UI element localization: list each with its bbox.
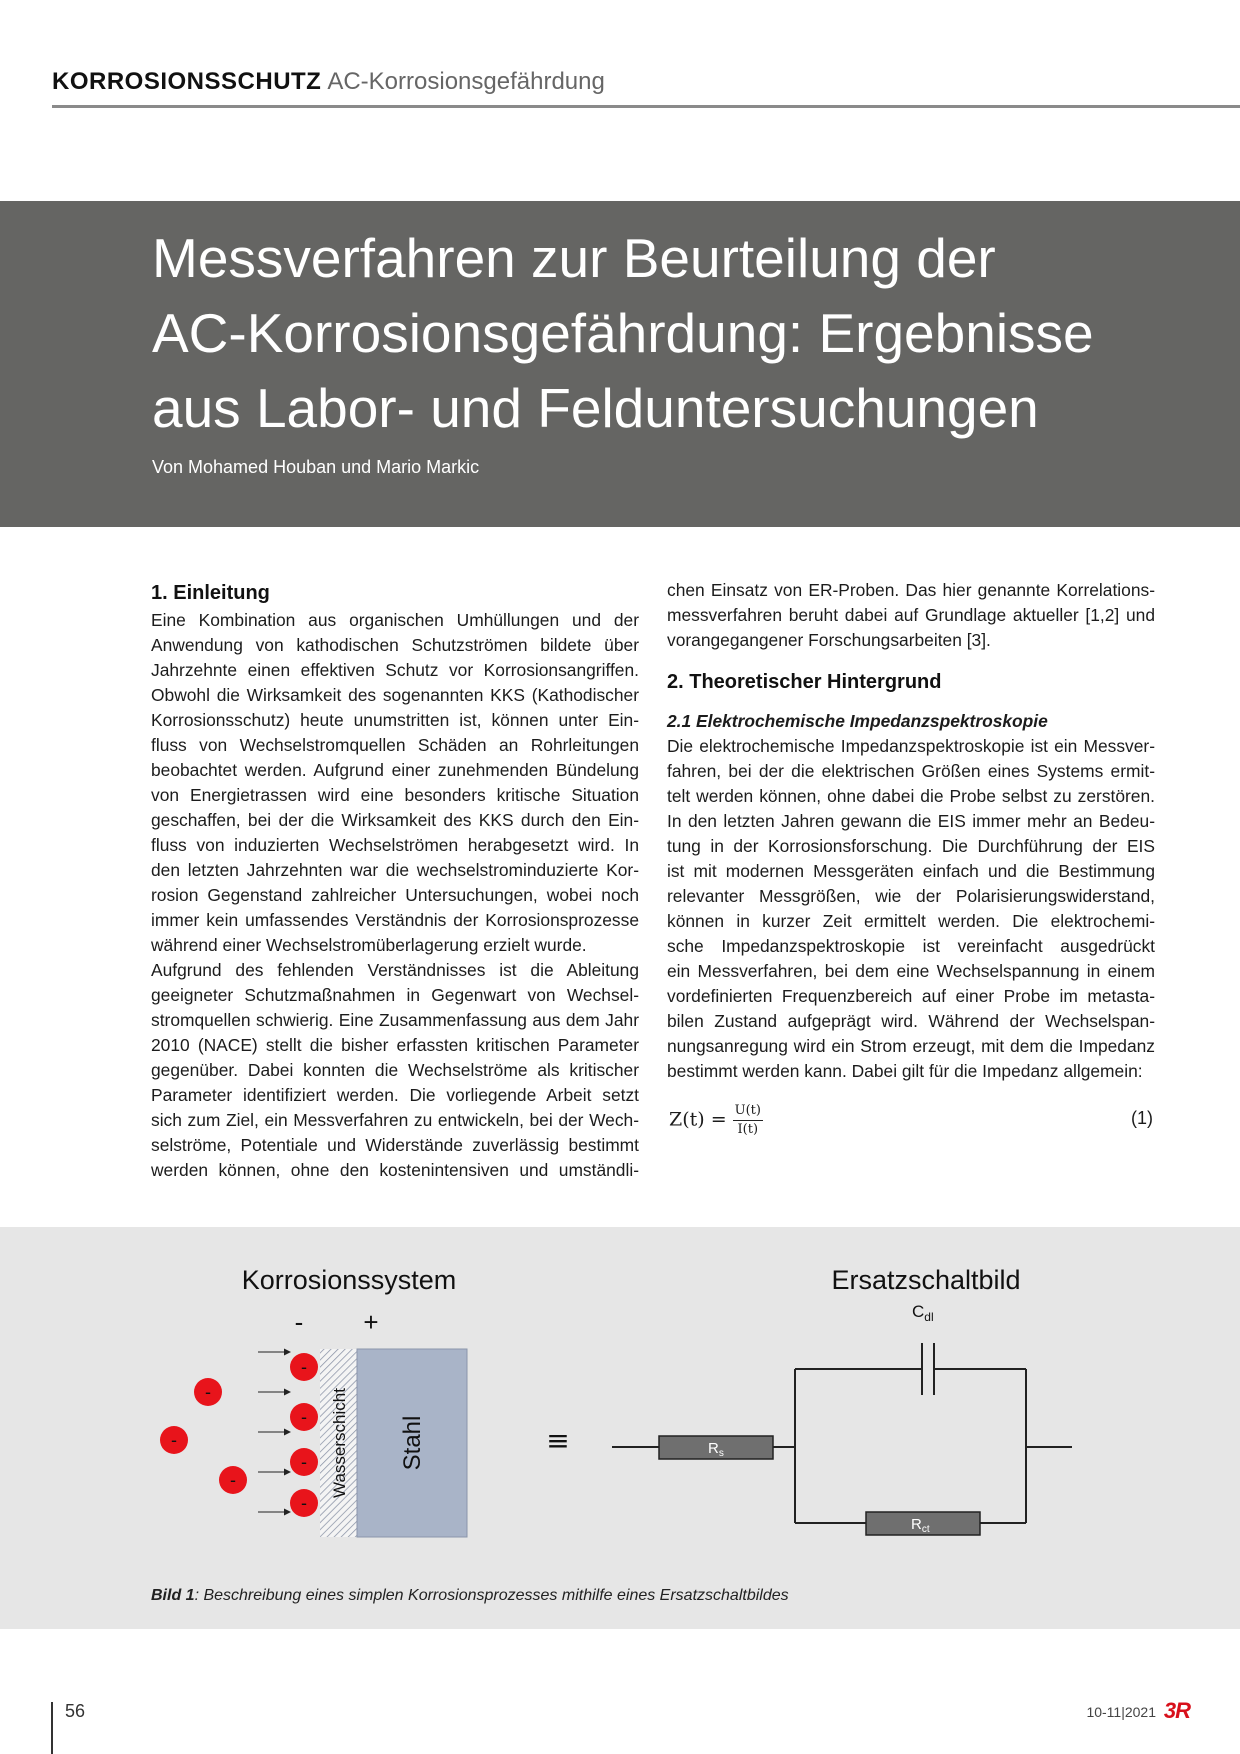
page-number: 56 xyxy=(65,1701,86,1721)
left-column xyxy=(151,578,639,1183)
text-line: sche Impedanzspektroskopie ist vereinfacht ausgedrückt xyxy=(667,936,1155,956)
ion-circle xyxy=(290,1448,318,1476)
text-line: immer kein umfassendes Verständnis der Korrosionsprozesse xyxy=(151,910,639,930)
svg-text:-: - xyxy=(230,1470,236,1490)
ion-circle xyxy=(160,1426,188,1454)
text-line: tung in der Korrosionsforschung. Die Durchführung der EIS xyxy=(667,836,1155,856)
equation-number: (1) xyxy=(1131,1108,1153,1128)
caption-label: Bild 1 xyxy=(151,1587,195,1604)
text-line: den letzten Jahrzehnten war die wechselstrominduzierte Kor- xyxy=(151,860,639,880)
svg-text:-: - xyxy=(301,1357,307,1377)
resistor-rs-label: $R_s$ xyxy=(708,1440,724,1459)
text-line: sich zum Ziel, ein Messverfahren zu entwickeln, bei der Wech- xyxy=(151,1110,639,1130)
equation xyxy=(667,1098,1155,1154)
text-line: chen Einsatz von ER-Proben. Das hier genannte Korrelations- xyxy=(667,580,1155,600)
authors: Von Mohamed Houban und Mario Markic xyxy=(152,457,480,477)
figure-diagram xyxy=(0,1227,1240,1629)
svg-text:-: - xyxy=(301,1407,307,1427)
text-line: telt werden können, ohne dabei die Probe selbst zu zerstören. xyxy=(667,786,1155,806)
text-line: vorangegangener Forschungsarbeiten [3]. xyxy=(667,630,991,650)
section-label: KORROSIONSSCHUTZ xyxy=(52,68,322,95)
svg-text:-: - xyxy=(205,1382,211,1402)
text-line: fahren, bei der die elektrischen Größen eines Systems ermit- xyxy=(667,761,1155,781)
ion-circle xyxy=(219,1466,247,1494)
svg-text:-: - xyxy=(301,1452,307,1472)
section-heading: 2. Theoretischer Hintergrund xyxy=(667,671,942,693)
ion-circle xyxy=(194,1378,222,1406)
subsection-heading: 2.1 Elektrochemische Impedanzspektroskopie xyxy=(667,711,1048,731)
text-line: Anwendung von kathodischen Schutzströmen bildete über xyxy=(151,635,639,655)
ion-circle xyxy=(290,1403,318,1431)
resistor-rct-label: $R_{ct}$ xyxy=(911,1516,930,1535)
text-line: während einer Wechselstromüberlagerung erzielt wurde. xyxy=(151,935,587,955)
figure-caption xyxy=(151,1587,789,1605)
paragraph xyxy=(667,734,1155,1084)
text-line: stromquellen schwierig. Eine Zusammenfassung aus dem Jahr xyxy=(151,1010,639,1030)
minus-label: - xyxy=(294,1307,304,1337)
text-line: Eine Kombination aus organischen Umhüllungen und der xyxy=(151,610,639,630)
header-rule xyxy=(52,105,1240,108)
text-line: bilen Zustand aufgeprägt wird. Während der Wechselspan- xyxy=(667,1011,1155,1031)
equation-denominator: I(t) xyxy=(737,1122,759,1137)
text-line: werden können, ohne den kostenintensiven und umständli- xyxy=(151,1160,639,1180)
article-title xyxy=(152,221,1152,446)
text-line: Korrosionsschutz) heute unumstritten ist, können unter Ein- xyxy=(151,710,639,730)
text-line: relevanter Messgrößen, wie der Polarisierungswiderstand, xyxy=(667,886,1155,906)
equation-lhs: Z(t) = xyxy=(669,1108,727,1131)
text-line: messverfahren beruht dabei auf Grundlage aktueller [1,2] und xyxy=(667,605,1155,625)
text-line: Jahrzehnte einen effektiven Schutz vor Korrosionsangriffen. xyxy=(151,660,639,680)
text-line: vordefinierten Frequenzbereich auf einer Probe im metasta- xyxy=(667,986,1155,1006)
text-line: ist mit modernen Messgeräten einfach und die Bestimmung xyxy=(667,861,1155,881)
title-line: AC-Korrosionsgefährdung: Ergebnisse xyxy=(152,302,1094,364)
issue-label: 10-11|2021 xyxy=(1086,1704,1156,1720)
capacitor-label: $C_{dl}$ xyxy=(912,1302,934,1324)
text-line: können in kurzer Zeit ermittelt werden. Die elektrochemi- xyxy=(667,911,1155,931)
text-line: In den letzten Jahren gewann die EIS immer mehr an Bedeu- xyxy=(667,811,1155,831)
text-line: gegenüber. Dabei konnten die Wechselströme als kritischer xyxy=(151,1060,639,1080)
figure-panel xyxy=(0,1227,1240,1629)
svg-text:-: - xyxy=(171,1430,177,1450)
text-line: geeigneter Schutzmaßnahmen in Gegenwart von Wechsel- xyxy=(151,985,639,1005)
text-line: Parameter identifiziert werden. Die vorliegende Arbeit setzt xyxy=(151,1085,639,1105)
paragraph xyxy=(151,608,639,1183)
title-line: aus Labor- und Felduntersuchungen xyxy=(152,377,1039,439)
text-line: Obwohl die Wirksamkeit des sogenannten KKS (Kathodischer xyxy=(151,685,639,705)
svg-text:-: - xyxy=(301,1493,307,1513)
text-line: geschaffen, bei der die Wirksamkeit des KKS durch den Ein- xyxy=(151,810,639,830)
text-line: beobachtet werden. Aufgrund einer zunehmenden Bündelung xyxy=(151,760,639,780)
caption-text: : Beschreibung eines simplen Korrosionsprozesses mithilfe eines Ersatzschaltbildes xyxy=(194,1587,789,1604)
capacitor-cdl xyxy=(922,1343,934,1395)
text-line: von Energietrassen wird eine besonders kritische Situation xyxy=(151,785,639,805)
text-line: fluss von induzierten Wechselströmen herabgesetzt wird. In xyxy=(151,835,639,855)
text-line: Die elektrochemische Impedanzspektroskopie ist ein Messver- xyxy=(667,736,1155,756)
right-column xyxy=(667,578,1155,1154)
footer-rule xyxy=(51,1702,53,1754)
section-heading: 1. Einleitung xyxy=(151,582,270,604)
diagram-title-right: Ersatzschaltbild xyxy=(831,1265,1021,1295)
equation-formula xyxy=(669,1102,763,1139)
ion-circle xyxy=(290,1353,318,1381)
text-line: bestimmt werden kann. Dabei gilt für die Impedanz allgemein: xyxy=(667,1061,1143,1081)
water-layer-label: Wasserschicht xyxy=(330,1388,349,1498)
equation-numerator: U(t) xyxy=(733,1102,763,1121)
plus-label: + xyxy=(363,1307,379,1337)
ion-circle xyxy=(290,1489,318,1517)
title-line: Messverfahren zur Beurteilung der xyxy=(152,227,996,289)
publisher-logo: 3R xyxy=(1163,1698,1190,1723)
diagram-title-left: Korrosionssystem xyxy=(241,1265,457,1295)
text-line: ein Messverfahren, bei dem eine Wechselspannung in einem xyxy=(667,961,1155,981)
equation-fraction xyxy=(733,1102,763,1139)
steel-label: Stahl xyxy=(399,1415,426,1471)
paragraph-continuation xyxy=(667,578,1155,653)
text-line: nungsanregung wird ein Strom erzeugt, mit dem die Impedanz xyxy=(667,1036,1155,1056)
text-line: selströme, Potentiale und Widerstände zuverlässig bestimmt xyxy=(151,1135,639,1155)
equivalence-symbol: ≡ xyxy=(546,1424,570,1457)
text-line: fluss von Wechselstromquellen Schäden an Rohrleitungen xyxy=(151,735,639,755)
text-line: rosion Gegenstand zahlreicher Untersuchungen, wobei noch xyxy=(151,885,639,905)
title-banner xyxy=(0,201,1240,527)
text-line: Aufgrund des fehlenden Verständnisses ist die Ableitung xyxy=(151,960,639,980)
text-line: 2010 (NACE) stellt die bisher erfassten kritischen Parameter xyxy=(151,1035,639,1055)
subsection-label: AC-Korrosionsgefährdung xyxy=(327,68,605,95)
running-header xyxy=(52,68,605,96)
